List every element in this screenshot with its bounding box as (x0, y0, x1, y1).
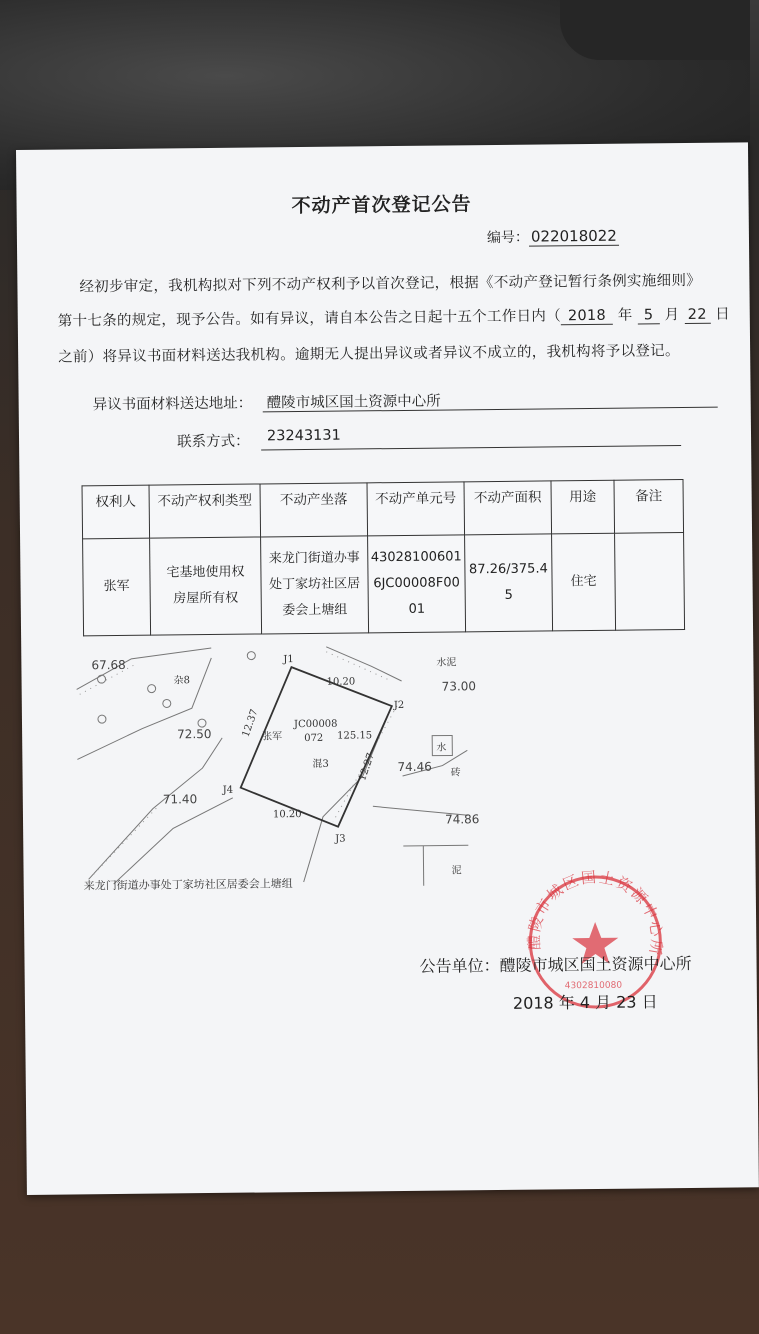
body-line-3: 之前）将异议书面材料送达我机构。逾期无人提出异议或者异议不成立的，我机构将予以登记。 (58, 343, 680, 366)
contact-info (176, 427, 341, 452)
map-side-top: 10.20 (326, 676, 356, 688)
map-boundary-line (76, 658, 212, 759)
cell-unit-no-1: 43028100601 (370, 549, 462, 566)
map-boundary-line (403, 845, 468, 846)
cell-unit-no (368, 535, 466, 633)
map-elevation: 72.50 (177, 726, 212, 742)
map-parcel-owner: 张军 (262, 731, 283, 743)
cell-location-2: 处丁家坊社区居 (268, 576, 361, 593)
seal-code: 4302810080 (564, 980, 623, 992)
serial-number (487, 226, 619, 247)
parcel-map (71, 645, 480, 893)
map-label-mud: 泥 (451, 865, 462, 877)
table-row (83, 533, 685, 636)
cell-usage: 住宅 (552, 533, 616, 631)
header-area: 不动产面积 (464, 481, 552, 535)
parcel-boundary (239, 666, 393, 828)
cell-unit-no-3: 01 (408, 601, 426, 617)
body-line-2 (58, 303, 730, 331)
map-side-right: 12.27 (357, 751, 377, 783)
publisher (419, 951, 691, 977)
map-label-brick: 砖 (450, 767, 461, 779)
map-tree-symbol (198, 719, 206, 727)
header-remark: 备注 (614, 480, 684, 534)
cell-location-1: 来龙门街道办事 (268, 550, 360, 567)
cell-unit-no-2: 6JC00008F00 (373, 575, 460, 592)
objection-address-value: 醴陵市城区国土资源中心所 (266, 393, 441, 412)
cell-area-2: 5 (504, 587, 513, 603)
map-caption: 来龙门街道办事处丁家坊社区居委会上塘组 (83, 877, 293, 893)
map-boundary-line (113, 798, 234, 884)
map-parcel-id: JC00008 (293, 718, 338, 731)
body-line-1: 经初步审定，我机构拟对下列不动产权利予以首次登记，根据《不动产登记暂行条例实施细则》 (79, 272, 702, 296)
map-point-j4: J4 (222, 784, 234, 796)
contact-value: 23243131 (266, 427, 341, 445)
header-location: 不动产坐落 (260, 483, 368, 537)
body-line-2-text: 第十七条的规定，现予公告。如有异议，请自本公告之日起十五个工作日内（ (57, 308, 562, 330)
cell-remark (615, 533, 685, 631)
serial-value: 022018022 (529, 227, 619, 247)
cell-right-type-2: 房屋所有权 (173, 590, 239, 607)
serial-label: 编号： (486, 229, 530, 247)
objection-address-label: 异议书面材料送达地址： (92, 395, 253, 414)
deadline-month-unit: 月 (664, 307, 680, 324)
announcement-date: 2018 年 4 月 23 日 (512, 992, 658, 1013)
deadline-day-unit: 日 (715, 306, 731, 323)
map-label-water: 水 (436, 742, 447, 754)
announcement-document (16, 142, 759, 1195)
background-couch-seam (560, 0, 750, 60)
map-parcel-type: 混3 (312, 758, 329, 770)
map-side-left: 12.37 (240, 707, 261, 739)
map-point-j3: J3 (335, 833, 346, 845)
map-side-bottom: 10.20 (272, 809, 302, 821)
table-header-row (82, 480, 684, 539)
cell-area (465, 534, 553, 632)
contact-label: 联系方式： (176, 433, 250, 451)
contact-underline (261, 445, 681, 450)
cell-area-1: 87.26/375.4 (468, 561, 548, 578)
registration-table (82, 479, 686, 636)
seal-text: 醴陵市城区国土资源中心所 (524, 867, 666, 959)
map-tree-symbol (148, 685, 156, 693)
deadline-month: 5 (638, 307, 660, 324)
cell-right-type-1: 宅基地使用权 (166, 564, 245, 581)
deadline-day: 22 (684, 307, 710, 324)
map-elevation: 74.46 (397, 759, 432, 775)
header-usage: 用途 (551, 480, 615, 534)
map-parcel-no: 072 (304, 732, 324, 745)
map-label-water-mud: 水泥 (436, 657, 457, 669)
header-right-type: 不动产权利类型 (149, 484, 261, 538)
map-tree-symbol (98, 675, 106, 683)
cell-owner: 张军 (83, 538, 151, 636)
map-point-j1: J1 (283, 654, 294, 666)
deadline-year: 2018 (561, 308, 613, 326)
map-tree-symbol (163, 699, 171, 707)
header-unit-no: 不动产单元号 (367, 482, 465, 536)
map-parcel-area: 125.15 (337, 730, 373, 742)
objection-address (92, 392, 441, 415)
cell-right-type (150, 537, 262, 635)
publisher-label: 公告单位： (419, 955, 500, 976)
header-owner: 权利人 (82, 485, 150, 539)
map-elevation: 74.86 (444, 812, 480, 827)
map-label-z8: 杂8 (173, 675, 190, 687)
map-elevation: 71.40 (162, 792, 198, 807)
map-point-j2: J2 (393, 699, 405, 712)
publisher-value: 醴陵市城区国土资源中心所 (499, 953, 692, 975)
map-tree-symbol (247, 652, 255, 660)
map-tree-symbol (98, 715, 106, 723)
map-elevation: 67.68 (91, 657, 126, 673)
cell-location (261, 536, 369, 634)
document-title: 不动产首次登记公告 (291, 193, 472, 218)
cell-location-3: 委会上塘组 (282, 602, 348, 619)
map-elevation: 73.00 (441, 679, 477, 694)
deadline-year-unit: 年 (617, 307, 633, 324)
